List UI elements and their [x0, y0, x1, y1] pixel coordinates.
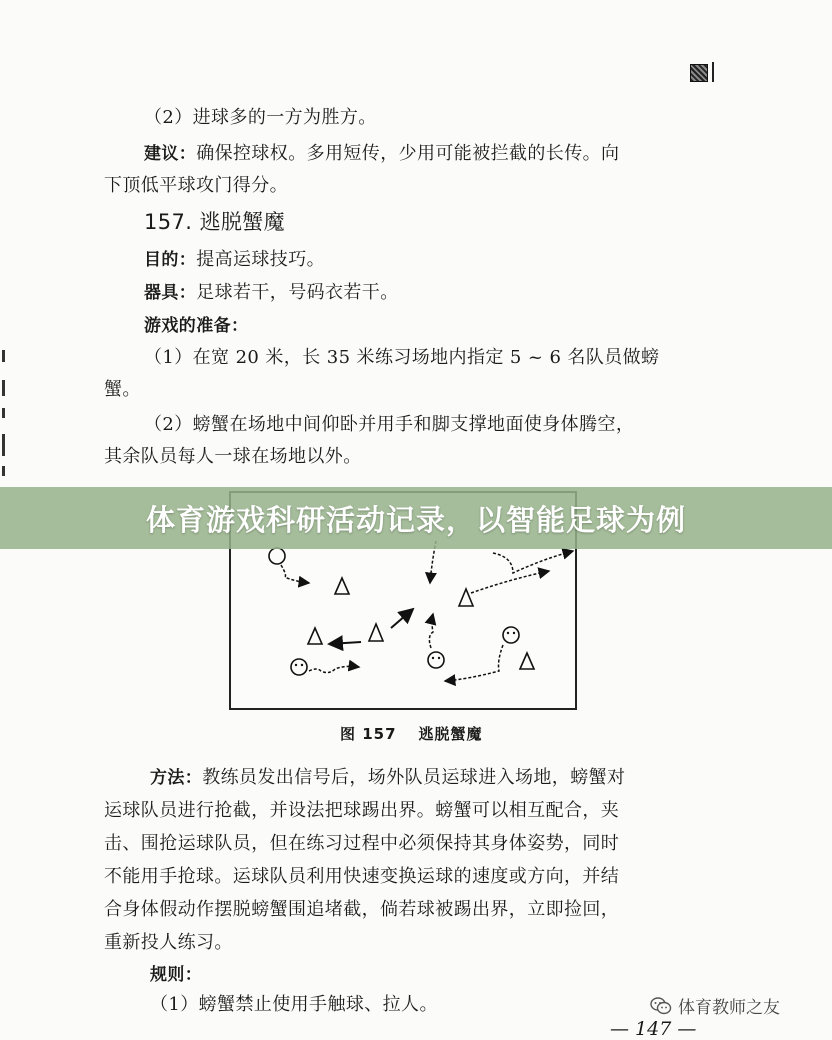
- text-line: （1）螃蟹禁止使用手触球、拉人。: [150, 994, 438, 1015]
- rules-label: 规则：: [150, 965, 203, 985]
- purpose-line: 目的：提高运球技巧。: [144, 249, 326, 270]
- player-face: [291, 659, 307, 675]
- wechat-icon: [650, 997, 672, 1015]
- game-title: 逃脱蟹魔: [199, 210, 286, 234]
- text-line: 不能用手抢球。运球队员利用快速变换运球的速度或方向，并结: [104, 866, 620, 887]
- suggestion-label: 建议：: [144, 144, 197, 164]
- cone-marker: [459, 589, 473, 606]
- cone-marker: [335, 578, 349, 594]
- cone-marker: [369, 624, 383, 641]
- text-line: （2）螃蟹在场地中间仰卧并用手和脚支撑地面使身体腾空，: [144, 414, 635, 435]
- method-line: 方法：教练员发出信号后，场外队员运球进入场地，螃蟹对: [150, 767, 626, 788]
- equipment-label: 器具：: [144, 283, 197, 303]
- purpose-label: 目的：: [144, 250, 197, 270]
- text-line: 击、围抢运球队员，但在练习过程中必须保持其身体姿势，同时: [104, 833, 620, 854]
- section-heading: [144, 209, 764, 235]
- banner-title: 体育游戏科研活动记录，以智能足球为例: [145, 502, 686, 537]
- title-banner: [0, 487, 832, 549]
- text-line: 合身体假动作摆脱螃蟹围追堵截，倘若球被踢出界，立即捡回，: [104, 899, 620, 920]
- equipment-line: 器具：足球若干，号码衣若干。: [144, 282, 399, 303]
- text-line: 下顶低平球攻门得分。: [104, 175, 288, 196]
- text-line: 其余队员每人一球在场地以外。: [104, 446, 362, 467]
- figure-caption: [340, 723, 483, 744]
- text-line: 重新投人练习。: [104, 932, 233, 953]
- watermark-text: 体育教师之友: [678, 998, 780, 1018]
- preparation-label: 游戏的准备：: [144, 316, 249, 336]
- figure-caption-title: 逃脱蟹魔: [418, 725, 483, 743]
- text-line: 运球队员进行抢截，并设法把球踢出界。螃蟹可以相互配合，夹: [104, 800, 620, 821]
- cone-marker: [520, 653, 534, 669]
- corner-mark: [690, 64, 708, 82]
- player-face: [269, 548, 285, 564]
- text-line: （2）进球多的一方为胜方。: [144, 107, 377, 128]
- text-line: 蟹。: [104, 379, 141, 400]
- player-face: [428, 652, 444, 668]
- text-line: （1）在宽 20 米，长 35 米练习场地内指定 5 ~ 6 名队员做螃: [144, 347, 660, 368]
- binding-marks: [0, 350, 8, 480]
- page-number: — 147 —: [610, 1018, 697, 1040]
- suggestion-line: [144, 141, 764, 167]
- game-number: 157.: [144, 210, 193, 234]
- method-label: 方法：: [150, 768, 203, 788]
- figure-caption-number: 图 157: [340, 725, 397, 743]
- watermark: [650, 993, 780, 1018]
- text-line: 确保控球权。多用短传，少用可能被拦截的长传。向: [196, 143, 620, 164]
- cone-marker: [308, 628, 322, 644]
- corner-bar: [712, 62, 714, 82]
- player-face: [503, 627, 519, 643]
